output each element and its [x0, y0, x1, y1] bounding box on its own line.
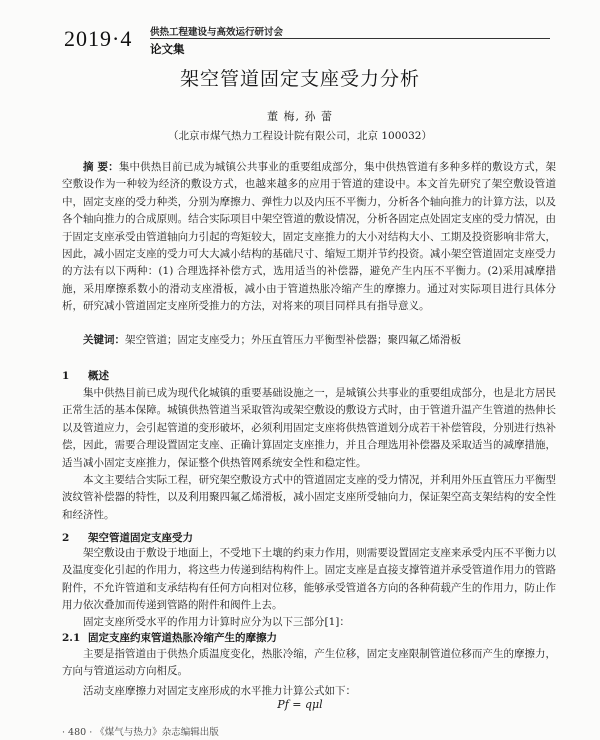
paragraph: 架空敷设由于敷设于地面上，不受地下土壤的约束力作用，则需要设置固定支座来承受内压不平衡力以及温度变化引起的作用力，将这些力传递到结构构件上。固定支座是直接支撑管道并承受管道作用力的管路附件，不允许管道和支承结构有任何方向相对位移，能够承受管道各方向的各种荷载产生的作用力，防止作用力依次叠加而传递到管路的附件和阀件上去。 — [62, 547, 556, 612]
paragraph: 活动支座摩擦力对固定支座形成的水平推力计算公式如下： — [83, 685, 356, 697]
section-number: 1 — [62, 370, 70, 382]
journal-year-issue: 2019·4 — [64, 26, 133, 51]
paragraph: 本文主要结合实际工程，研究架空敷设方式中的管道固定支座的受力情况，并利用外压直管压力平衡型波纹管补偿器的特性，以及利用聚四氟乙烯滑板，减小固定支座所受轴向力，保证架空高支架结构的安全性和经济性。 — [62, 474, 556, 521]
abstract-text: 集中供热目前已成为城镇公共事业的重要组成部分，集中供热管道有多种多样的敷设方式，架空敷设作为一种较为经济的敷设方式，也越来越多的应用于管道的建设中。本文首先研究了架空敷设管道中，固定支座的受力种类，分别为摩擦力、弹性力以及内压不平衡力，分析各个轴向推力的计算方法，以及各个轴向推力的合成原则。结合实际项目中架空管道的敷设情况，分析各固定点处固定支座的受力情况，由于固定支座承受由管道轴向力引起的弯矩较大，固定支座推力的大小对结构大小、工期及投资影响非常大，因此，减小固定支座的受力可大大减小结构的基础尺寸、缩短工期并节约投资。减小架空管道固定支座受力的方法有以下两种：(1) 合理选择补偿方式，选用适当的补偿器，避免产生内压不平衡力。(2)采用减摩措施，采用摩擦系数小的滑动支座滑板，减小由于管道热胀冷缩产生的摩擦力。通过对实际项目进行具体分析，研究减小管道固定支座所受推力的方法，对将来的项目同样具有指导意义。 — [62, 161, 557, 313]
abstract — [62, 159, 556, 316]
section-title: 固定支座约束管道热胀冷缩产生的摩擦力 — [88, 632, 277, 644]
journal-name: 供热工程建设与高效运行研讨会 — [150, 27, 284, 38]
paper-title: 架空管道固定支座受力分析 — [179, 68, 420, 90]
section-heading-2 — [62, 530, 193, 545]
keywords — [62, 332, 556, 349]
header-divider — [150, 38, 550, 39]
abstract-label: 摘 要： — [83, 161, 119, 173]
section-label: 论文集 — [150, 42, 185, 56]
keywords-label: 关键词： — [83, 334, 125, 346]
page-footer: · 480 · 《煤气与热力》杂志编辑出版 — [62, 727, 219, 738]
authors: 董 梅, 孙 蕾 — [267, 110, 333, 123]
paragraph: 集中供热目前已成为现代化城镇的重要基础设施之一，是城镇公共事业的重要组成部分，也是北方居民正常生活的基本保障。城镇供热管道当采取管沟或架空敷设的敷设方式时，由于管道升温产生管道的热伸长以及管道应力，会引起管道的变形破坏，必须利用固定支座将供热管道划分成若干补偿管段，分别进行热补偿，因此，需要合理设置固定支座、正确计算固定支座推力，并且合理选用补偿器及采取适当的减摩措施，适当减小固定支座推力，保证整个供热管网系统安全性和稳定性。 — [62, 387, 556, 469]
section-number: 2 — [62, 532, 70, 544]
section-heading-1 — [62, 368, 109, 383]
section-title: 架空管道固定支座受力 — [88, 532, 193, 544]
paragraph: 主要是指管道由于供热介质温度变化，热胀冷缩，产生位移，固定支座限制管道位移而产生的摩擦力，方向与管道运动方向相反。 — [62, 648, 556, 678]
section-title: 概述 — [88, 370, 109, 382]
subsection-heading-2-1 — [62, 630, 277, 645]
keywords-text: 架空管道；固定支座受力；外压直管压力平衡型补偿器；聚四氟乙烯滑板 — [125, 334, 461, 346]
paragraph: 固定支座所受水平的作用力计算时应分为以下三部分[1]： — [83, 616, 350, 628]
formula: Pf = qμl — [277, 698, 323, 711]
affiliation: （北京市煤气热力工程设计院有限公司，北京 100032） — [168, 130, 432, 142]
section-number: 2.1 — [62, 632, 81, 644]
